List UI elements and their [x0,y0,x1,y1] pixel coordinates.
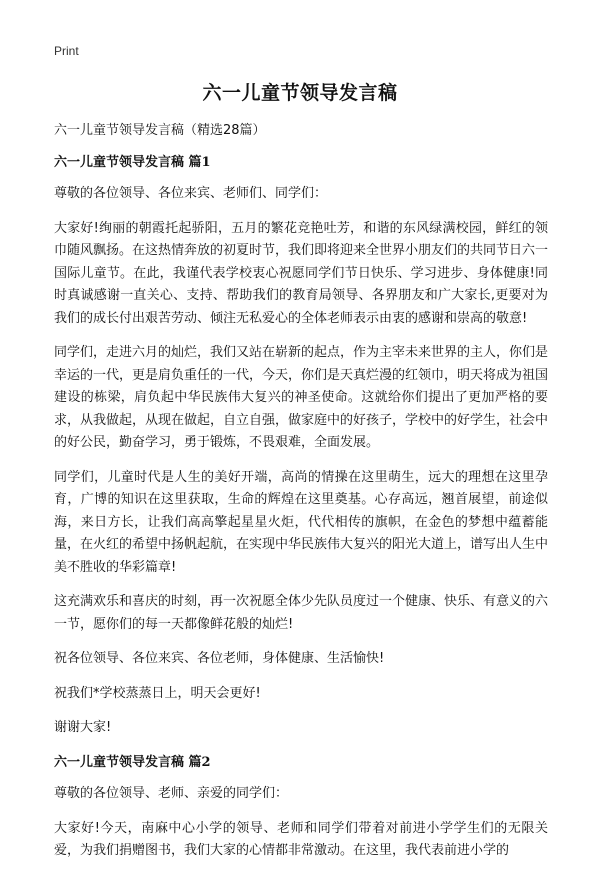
paragraph: 同学们，儿童时代是人生的美好开端，高尚的情操在这里萌生，远大的理想在这里孕育，广博的知识在这里获取，生命的辉煌在这里奠基。心存高远，翘首展望，前途似海，来日方长，让我们高高擎起星星火炬，代代相传的旗帜，在金色的梦想中蕴蓄能量，在火红的希望中扬帆起航，在实现中华民族伟大复兴的阳光大道上，谱写出人生中美不胜收的华彩篇章! [54,469,549,575]
paragraph: 祝我们*学校蒸蒸日上，明天会更好! [54,685,261,701]
paragraph: 祝各位领导、各位来宾、各位老师，身体健康、生活愉快! [54,651,385,666]
paragraph: 大家好!今天，南麻中心小学的领导、老师和同学们带着对前进小学学生们的无限关爱，为我们捐赠图书，我们大家的心情都非常激动。在这里，我代表前进小学的 [54,820,548,858]
page-title: 六一儿童节领导发言稿 [202,82,398,104]
document-subtitle: 六一儿童节领导发言稿（精选28篇） [54,123,266,138]
paragraph: 同学们，走进六月的灿烂，我们又站在崭新的起点，作为主宰未来世界的主人，你们是幸运的一代，更是肩负重任的一代，今天，你们是天真烂漫的红领巾，明天将成为祖国建设的栋梁，肩负起中华民族伟大复兴的神圣使命。这就给你们提出了更加严格的要求，从我做起，从现在做起，自立自强，做家庭中的好孩子，学校中的好学生，社会中的好公民，勤奋学习，勇于锻炼，不畏艰难，全面发展。 [54,345,549,450]
paragraph: 尊敬的各位领导、老师、亲爱的同学们： [54,786,289,801]
section-heading: 六一儿童节领导发言稿 篇2 [54,754,211,770]
paragraph: 谢谢大家! [54,720,112,735]
paragraph: 大家好!绚丽的朝霞托起骄阳，五月的繁花竞艳吐芳，和谐的东风绿满校园，鲜红的领巾随风飘扬。在这热情奔放的初夏时节，我们即将迎来全世界小朋友们的共同节日六一国际儿童节。在此，我谨代表学校衷心祝愿同学们节日快乐、学习进步、身体健康!同时真诚感谢一直关心、支持、帮助我们的教育局领导、各界朋友和广大家长,更要对为我们的成长付出艰苦劳动、倾注无私爱心的全体老师表示由衷的感谢和崇高的敬意! [54,220,549,326]
print-link[interactable]: Print [54,44,79,58]
document-body [54,120,548,875]
section-heading: 六一儿童节领导发言稿 篇1 [54,154,211,170]
paragraph: 这充满欢乐和喜庆的时刻，再一次祝愿全体少先队员度过一个健康、快乐、有意义的六一节，愿你们的每一天都像鲜花般的灿烂! [54,594,549,632]
paragraph: 尊敬的各位领导、各位来宾、老师们、同学们： [54,186,328,201]
